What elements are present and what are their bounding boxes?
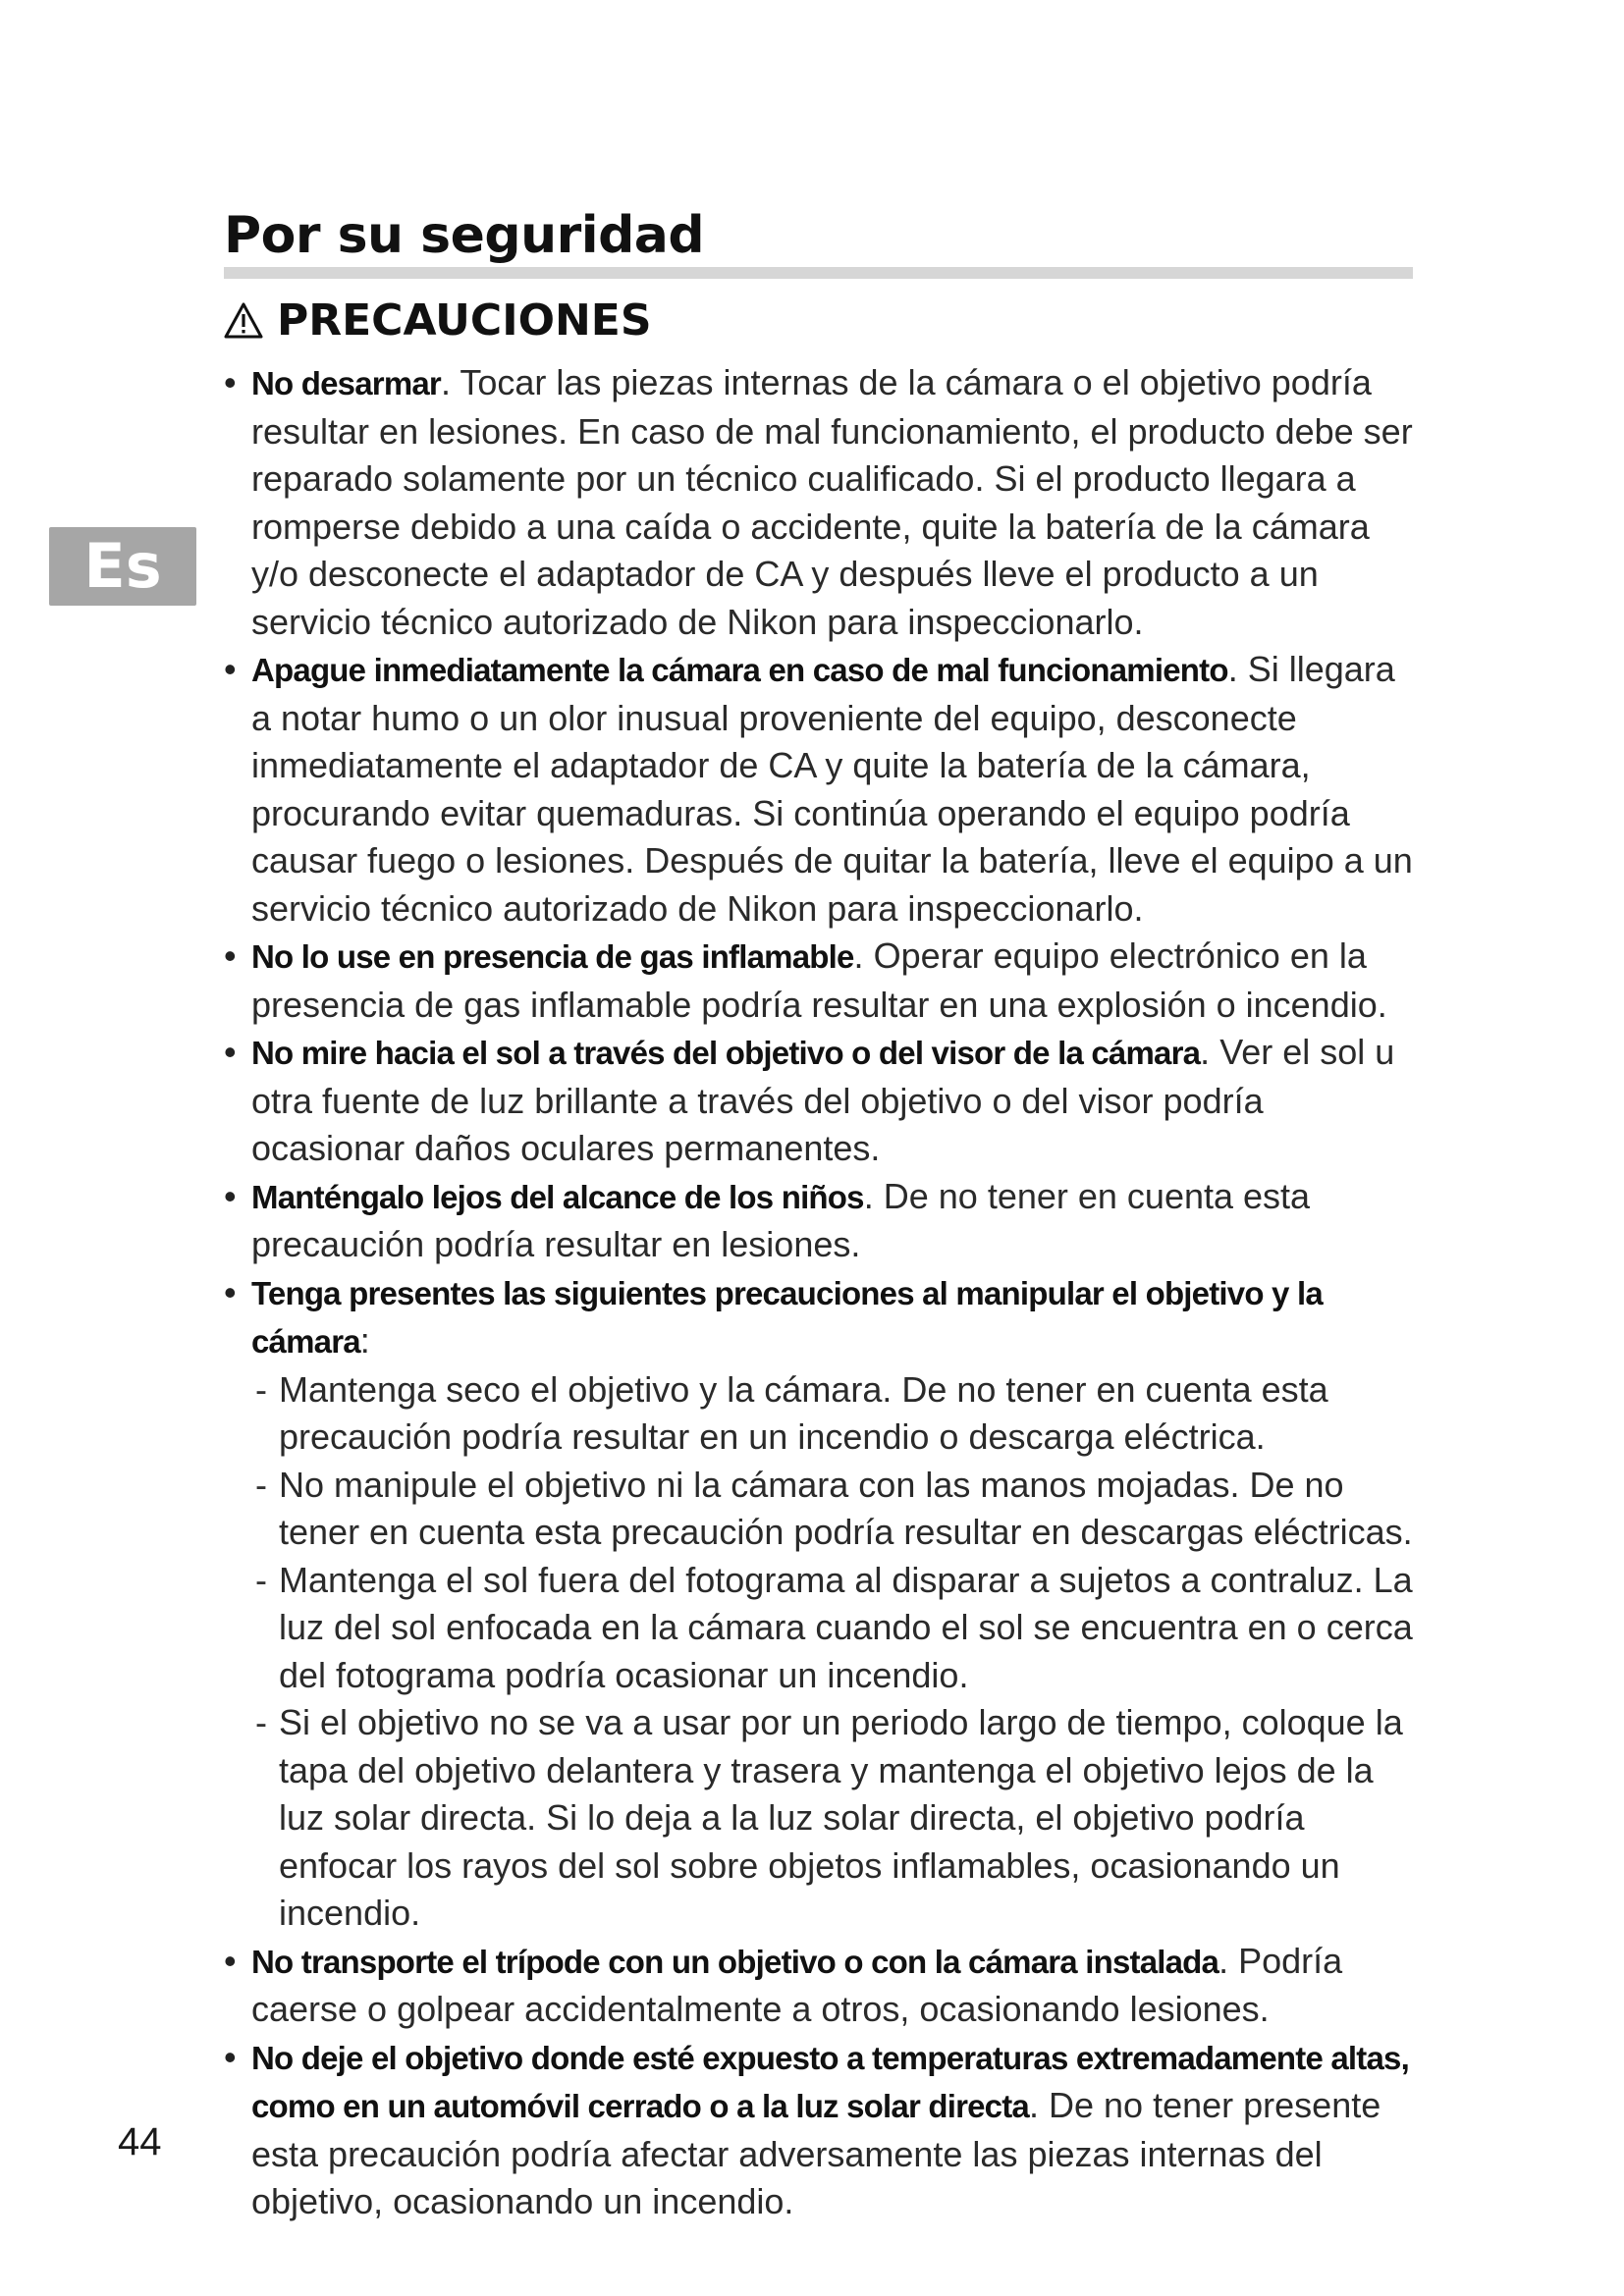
sub-list-item: - Mantenga el sol fuera del fotograma al disparar a sujetos a contraluz. La luz del sol enfocada en la cámara cuando el sol se encuentra en o cerca del fotograma podría ocasionar un incendio. [251,1557,1422,1700]
title-underline [224,267,1413,279]
list-item: • No mire hacia el sol a través del objetivo o del visor de la cámara. Ver el sol u otra fuente de luz brillante a través del objetivo o del visor podría ocasionar daños oculares permanentes. [224,1029,1422,1173]
section-heading [224,296,652,347]
item-lead: No lo use en presencia de gas inflamable [251,938,854,975]
item-lead: Tenga presentes las siguientes precauciones al manipular el objetivo y la cámara [251,1274,1323,1360]
item-text: De no tener en cuenta esta precaución podría resultar en lesiones. [251,1175,1311,1264]
list-item: • Manténgalo lejos del alcance de los niños. De no tener en cuenta esta precaución podría resultar en lesiones. [224,1173,1422,1269]
list-item: • Apague inmediatamente la cámara en caso de mal funcionamiento. Si llegara a notar humo o un olor inusual proveniente del equipo, desconecte inmediatamente el adaptador de CA y quite la batería de la cámara, procurando evitar quemaduras. Si continúa operando el equipo podría causar fuego o lesiones. Después de quitar la batería, lleve el equipo a un servicio técnico autorizado de Nikon para inspeccionarlo. [224,646,1422,933]
precautions-list [224,359,1422,2226]
item-text: Tocar las piezas internas de la cámara o el objetivo podría resultar en lesiones. En caso de mal funcionamiento, el producto debe ser reparado solamente por un técnico cualificado. Si el producto llegara a romperse debido a una caída o accidente, quite la batería de la cámara y/o desconecte el adaptador de CA y después lleve el producto a un servicio técnico autorizado de Nikon para inspeccionarlo. [251,362,1413,642]
list-item: • No desarmar. Tocar las piezas internas de la cámara o el objetivo podría resultar en lesiones. En caso de mal funcionamiento, el producto debe ser reparado solamente por un técnico cualificado. Si el producto llegara a romperse debido a una caída o accidente, quite la batería de la cámara y/o desconecte el adaptador de CA y después lleve el producto a un servicio técnico autorizado de Nikon para inspeccionarlo. [224,359,1422,646]
list-item: • No transporte el trípode con un objetivo o con la cámara instalada. Podría caerse o golpear accidentalmente a otros, ocasionando lesiones. [224,1938,1422,2034]
page-title: Por su seguridad [224,206,705,265]
item-text: Operar equipo electrónico en la presencia de gas inflamable podría resultar en una explosión o incendio. [251,935,1387,1025]
item-lead: Apague inmediatamente la cámara en caso de mal funcionamiento [251,652,1228,688]
section-heading-text: PRECAUCIONES [277,295,652,346]
sub-list [251,1366,1422,1938]
list-item: • Tenga presentes las siguientes precauciones al manipular el objetivo y la cámara: - Mantenga seco el objetivo y la cámara. De no tener en cuenta esta precaución podría resultar en un incendio o descarga eléctrica. - No manipule el objetivo ni la cámara con las manos mojadas. De no tener en cuenta esta precaución podría resultar en descargas eléctricas. - Mantenga el sol fuera del fotograma al disparar a sujetos a contraluz. La luz del sol enfocada en la cámara cuando el sol se encuentra en o cerca del fotograma podría ocasionar un incendio. - Si el objetivo no se va a usar por un periodo largo de tiempo, coloque la tapa del objetivo delantera y trasera y mantenga el objetivo lejos de la luz solar directa. Si lo deja a la luz solar directa, el objetivo podría enfocar los rayos del sol sobre objetos inflamables, ocasionando un incendio. [224,1269,1422,1938]
list-item: • No deje el objetivo donde esté expuesto a temperaturas extremadamente altas, como en un automóvil cerrado o a la luz solar directa. De no tener presente esta precaución podría afectar adversamente las piezas internas del objetivo, ocasionando un incendio. [224,2034,1422,2226]
sub-list-item: - No manipule el objetivo ni la cámara con las manos mojadas. De no tener en cuenta esta precaución podría resultar en descargas eléctricas. [251,1462,1422,1557]
warning-triangle-icon [224,301,263,341]
sub-list-item: - Mantenga seco el objetivo y la cámara. De no tener en cuenta esta precaución podría resultar en un incendio o descarga eléctrica. [251,1366,1422,1462]
language-tab: Es [49,527,196,606]
page-number: 44 [118,2120,162,2163]
item-text: De no tener presente esta precaución podría afectar adversamente las piezas internas del objetivo, ocasionando un incendio. [251,2085,1381,2221]
item-lead: No desarmar [251,365,441,401]
item-text: Ver el sol u otra fuente de luz brillante a través del objetivo o del visor podría ocasionar daños oculares permanentes. [251,1032,1395,1168]
item-text: Si llegara a notar humo o un olor inusual proveniente del equipo, desconecte inmediatamente el adaptador de CA y quite la batería de la cámara, procurando evitar quemaduras. Si continúa operando el equipo podría causar fuego o lesiones. Después de quitar la batería, lleve el equipo a un servicio técnico autorizado de Nikon para inspeccionarlo. [251,649,1413,929]
item-lead: No mire hacia el sol a través del objetivo o del visor de la cámara [251,1035,1201,1071]
item-lead: No transporte el trípode con un objetivo o con la cámara instalada [251,1943,1219,1980]
item-text: Podría caerse o golpear accidentalmente a otros, ocasionando lesiones. [251,1940,1343,2029]
item-lead: No deje el objetivo donde esté expuesto a temperaturas extremadamente altas, como en un automóvil cerrado o a la luz solar directa [251,2039,1409,2124]
sub-list-item: - Si el objetivo no se va a usar por un periodo largo de tiempo, coloque la tapa del objetivo delantera y trasera y mantenga el objetivo lejos de la luz solar directa. Si lo deja a la luz solar directa, el objetivo podría enfocar los rayos del sol sobre objetos inflamables, ocasionando un incendio. [251,1699,1422,1938]
item-lead: Manténgalo lejos del alcance de los niños [251,1178,864,1215]
list-item: • No lo use en presencia de gas inflamable. Operar equipo electrónico en la presencia de gas inflamable podría resultar en una explosión o incendio. [224,933,1422,1029]
